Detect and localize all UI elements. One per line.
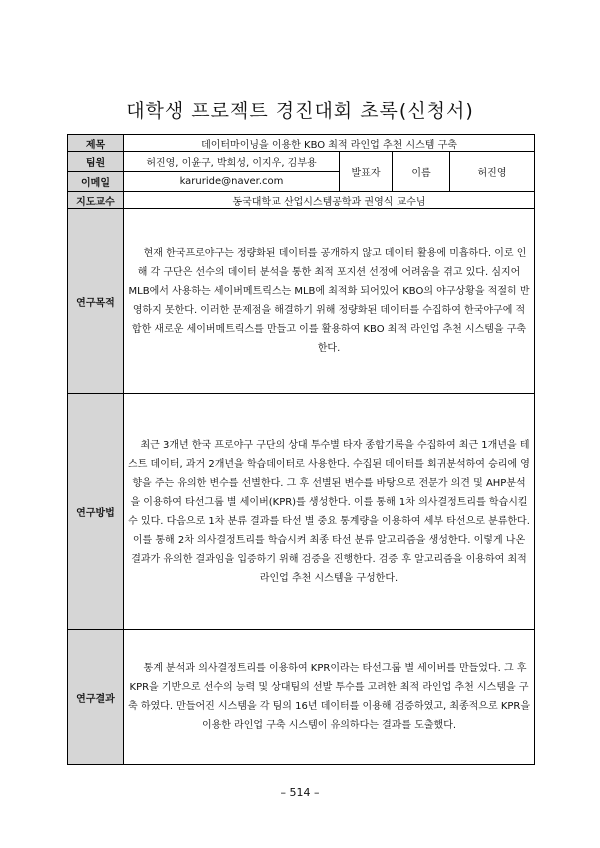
result-section — [124, 630, 535, 765]
label-advisor: 지도교수 — [68, 192, 124, 209]
purpose-section — [124, 209, 535, 394]
purpose-text: 현재 한국프로야구는 정량화된 데이터를 공개하지 않고 데이터 활용에 미흡하다. 이로 인해 각 구단은 선수의 데이터 분석을 통한 최적 포지션 선정에 어려움을 겪고 있다. 심지어 MLB에서 사용하는 세이버메트릭스는 MLB에 최적화 되어있어 KBO의 야구상황을 적절히 반영하지 못한다. 이러한 문제점을 해결하기 위해 정량화된 데이터를 수집하여 한국야구에 적합한 새로운 세이버메트릭스를 만들고 이를 활용하여 KBO 최적 라인업 추천 시스템을 구축한다. — [128, 248, 530, 354]
label-result: 연구결과 — [68, 630, 124, 765]
result-text: 통계 분석과 의사결정트리를 이용하여 KPR이라는 타선그룹 별 세이버를 만들었다. 그 후 KPR을 기반으로 선수의 능력 및 상대팀의 선발 투수를 고려한 최적 라인업 추천 시스템을 구축 하였다. 만들어진 시스템을 각 팀의 16년 데이터를 이용해 검증하였고, 최종적으로 KPR을 이용한 라인업 구축 시스템이 유의하다는 결과를 도출했다. — [128, 663, 531, 731]
label-title: 제목 — [68, 135, 124, 152]
label-method: 연구방법 — [68, 394, 124, 630]
label-team: 팀원 — [68, 152, 124, 172]
label-email: 이메일 — [68, 172, 124, 192]
page-number: – 514 – — [280, 786, 320, 799]
email-value: karuride@naver.com — [124, 172, 340, 192]
label-purpose: 연구목적 — [68, 209, 124, 394]
team-members-value: 허진영, 이윤구, 박희성, 이지우, 김부용 — [124, 152, 340, 172]
advisor-value: 동국대학교 산업시스템공학과 권영식 교수님 — [124, 192, 535, 209]
page-title: 대학생 프로젝트 경진대회 초록(신청서) — [126, 100, 474, 122]
label-presenter: 발표자 — [340, 152, 393, 192]
method-section — [124, 394, 535, 630]
project-title-value: 데이터마이닝을 이용한 KBO 최적 라인업 추천 시스템 구축 — [124, 135, 535, 152]
method-text: 최근 3개년 한국 프로야구 구단의 상대 투수별 타자 종합기록을 수집하여 최근 1개년을 테스트 데이터, 과거 2개년을 학습데이터로 사용한다. 수집된 데이터를 회귀분석하여 승리에 영향을 주는 유의한 변수를 선별한다. 그 후 선별된 변수를 바탕으로 전문가 의견 및 AHP분석을 이용하여 타선그룹 별 세이버(KPR)를 생성한다. 이를 통해 1차 의사결정트리를 학습시킬 수 있다. 다음으로 1차 분류 결과를 타선 별 중요 통계량을 이용하여 세부 타선으로 분류한다. 이를 통해 2차 의사결정트리를 학습시켜 최종 타선 분류 알고리즘을 생성한다. 이렇게 나온 결과가 유의한 결과임을 입증하기 위해 검증을 진행한다. 검증 후 알고리즘을 이용하여 최적 라인업 추천 시스템을 구성한다. — [128, 439, 530, 584]
presenter-name-value: 허진영 — [450, 152, 535, 192]
label-name: 이름 — [393, 152, 450, 192]
abstract-form — [67, 134, 535, 765]
